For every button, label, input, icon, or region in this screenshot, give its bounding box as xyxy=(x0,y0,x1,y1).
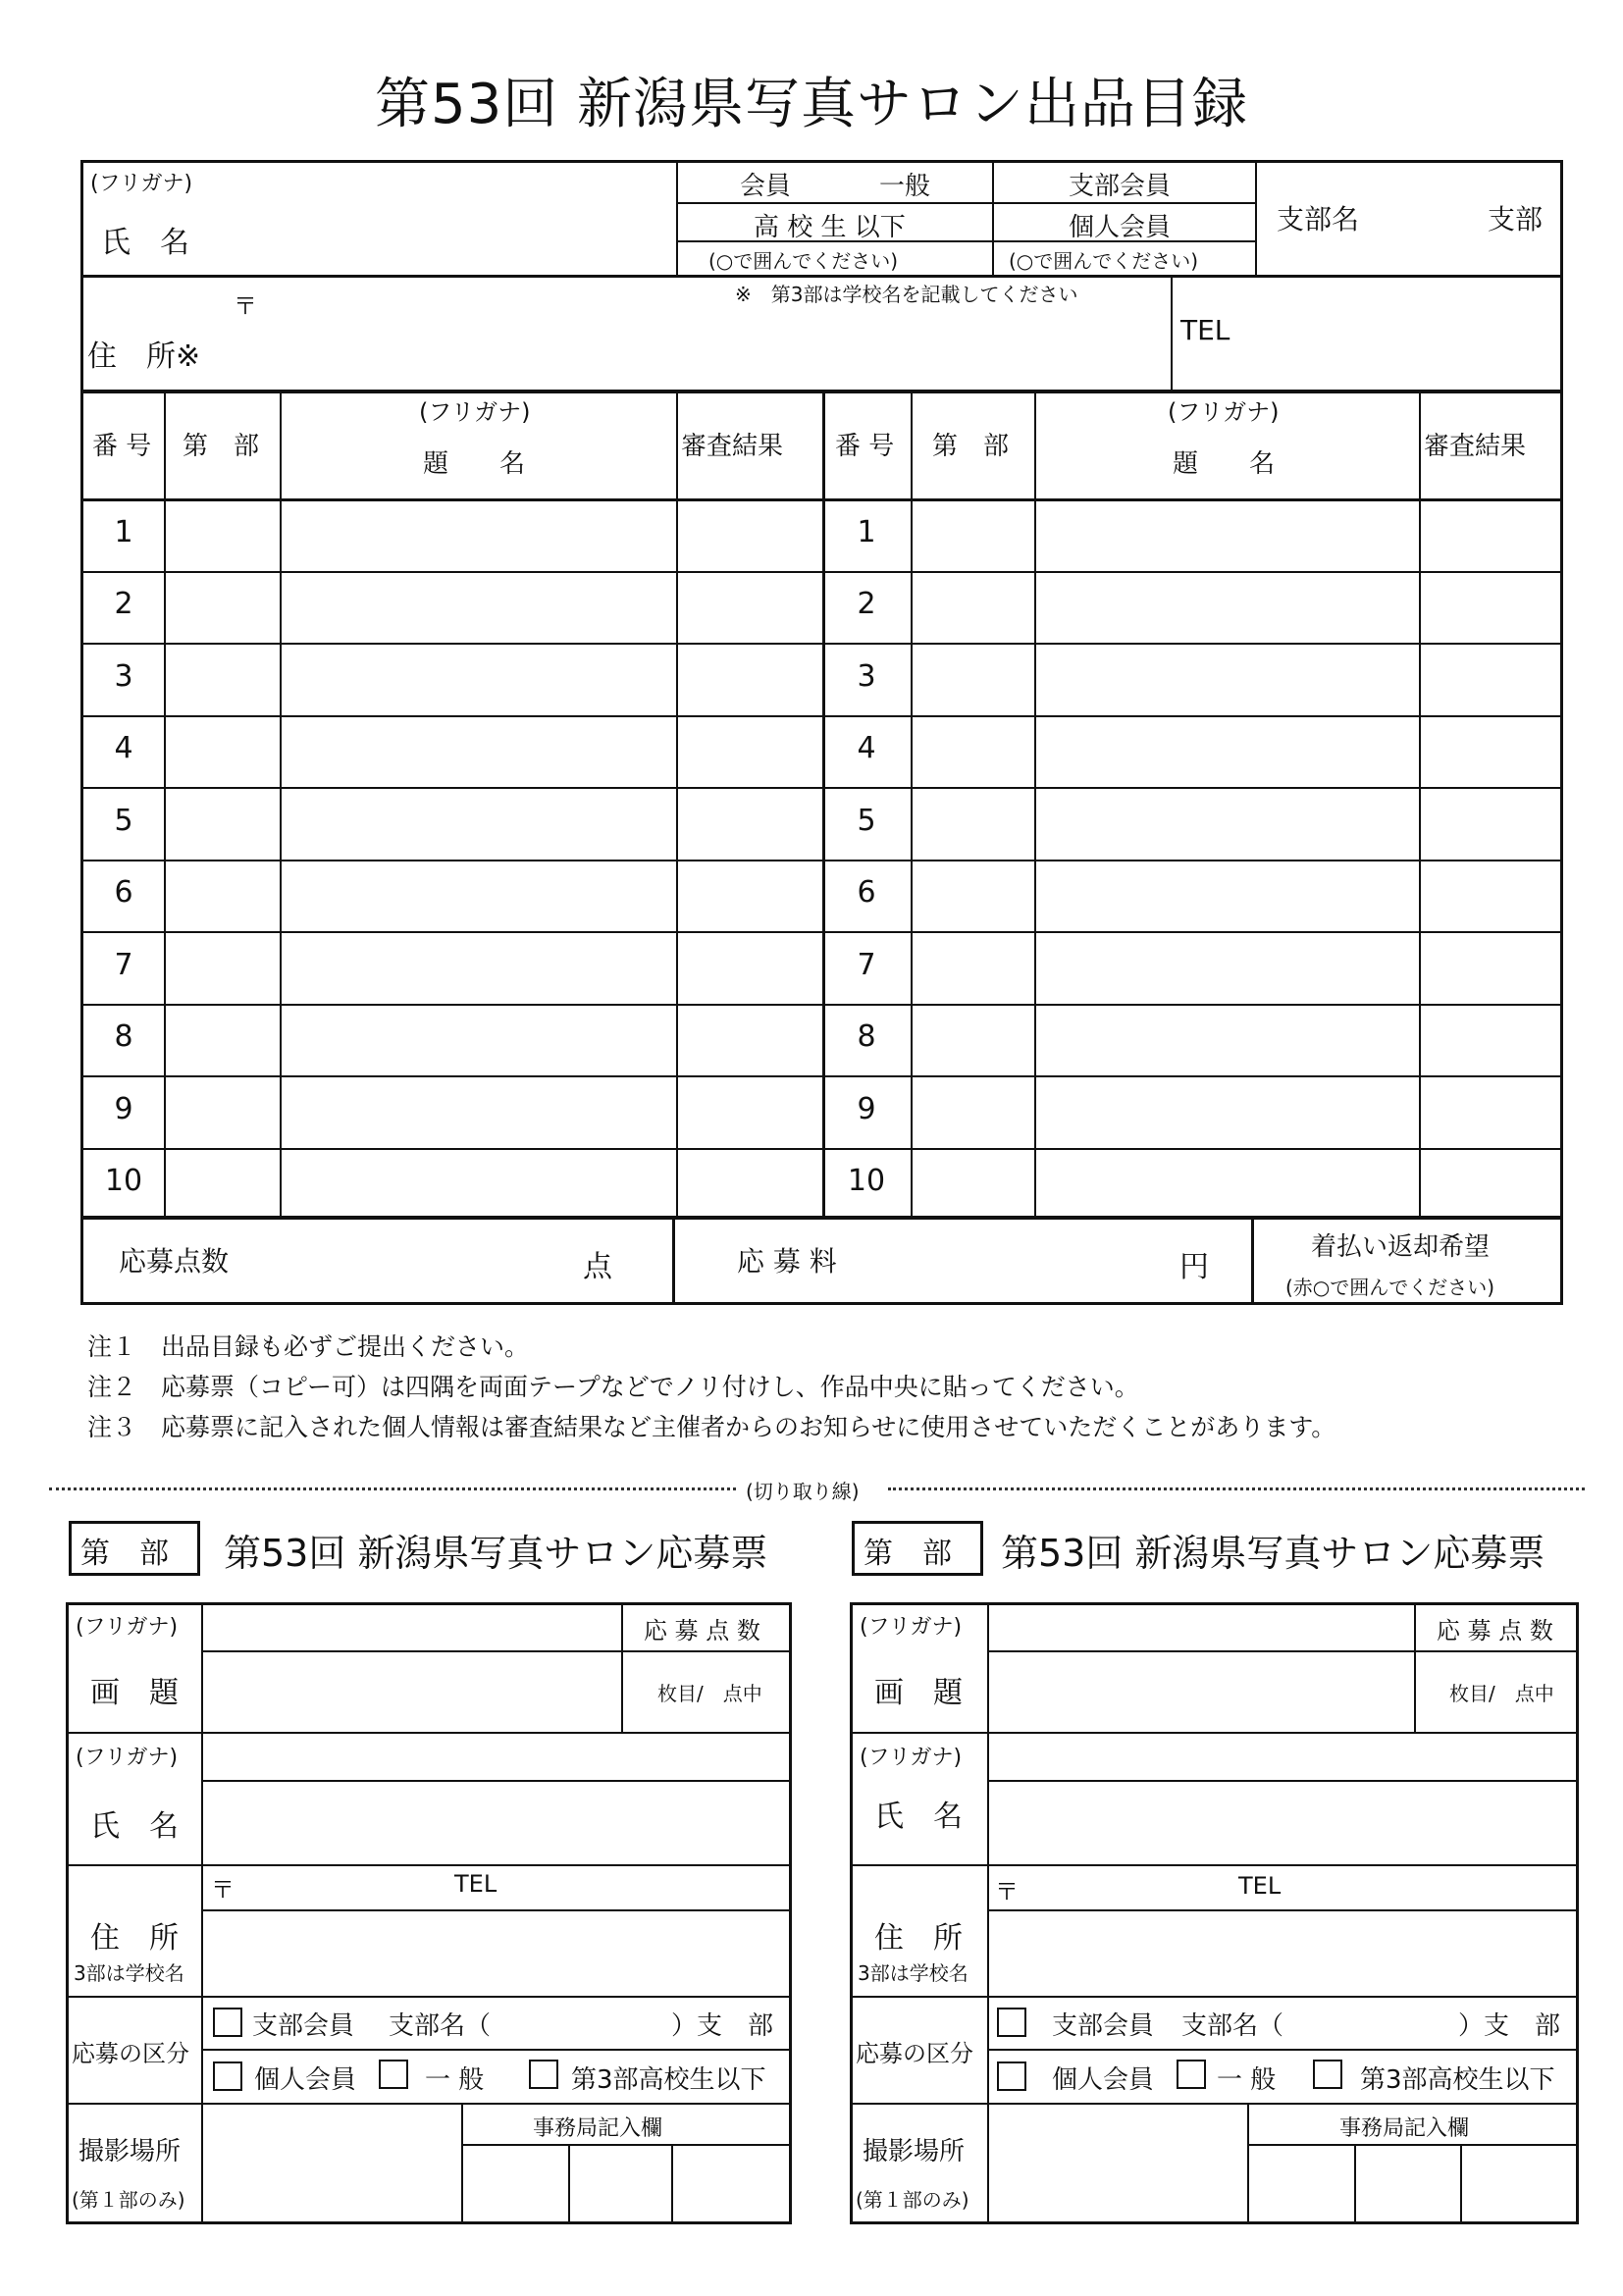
slip-location-note: (第１部のみ) xyxy=(72,2188,185,2212)
circle-note-2: (○で囲んでください) xyxy=(1009,249,1199,273)
circle-note-1: (○で囲んでください) xyxy=(708,249,899,273)
row-number-left: 10 xyxy=(104,1164,143,1198)
address-label: 住 所※ xyxy=(87,339,201,374)
slip-high-school-checkbox[interactable] xyxy=(529,2060,558,2089)
slip-postal-mark: 〒 xyxy=(995,1878,1019,1905)
slip-individual-checkbox[interactable] xyxy=(213,2061,242,2091)
col-result-right: 審査結果 xyxy=(1424,432,1527,461)
col-number-right: 番 号 xyxy=(835,432,895,461)
slip-entry-count-label: 応 募 点 数 xyxy=(1437,1617,1553,1644)
slip-branch-member-label: 支部会員 xyxy=(252,2011,355,2041)
slip-title: 第53回 新潟県写真サロン応募票 xyxy=(1001,1532,1545,1575)
high-school-label: 高 校 生 以下 xyxy=(754,213,906,242)
slip-entry-count-label: 応 募 点 数 xyxy=(644,1617,760,1644)
catalog-title: 第53回 新潟県写真サロン出品目録 xyxy=(374,73,1249,136)
slip-name-furigana: (フリガナ) xyxy=(76,1746,179,1770)
slip-location-label: 撮影場所 xyxy=(79,2137,182,2166)
row-number-left: 3 xyxy=(114,659,133,694)
row-number-right: 10 xyxy=(847,1164,886,1198)
slip-office-label: 事務局記入欄 xyxy=(533,2116,663,2141)
branch-name-label: 支部名 xyxy=(1277,203,1360,235)
slip-category-label: 応募の区分 xyxy=(72,2040,189,2067)
slip-address-sub: 3部は学校名 xyxy=(74,1961,184,1985)
slip-high-school-checkbox[interactable] xyxy=(1313,2060,1342,2089)
cut-line-left xyxy=(49,1487,736,1490)
school-note: ※ 第3部は学校名を記載してください xyxy=(735,283,1078,306)
points-unit: 点 xyxy=(583,1250,612,1284)
slip-individual-label: 個人会員 xyxy=(1052,2065,1155,2095)
tel-label: TEL xyxy=(1180,314,1230,346)
col-result-left: 審査結果 xyxy=(681,432,784,461)
row-number-right: 6 xyxy=(857,875,876,910)
slip-section-label: 第 部 xyxy=(864,1537,952,1571)
col-title-left: 題 名 xyxy=(423,449,526,479)
row-number-left: 8 xyxy=(114,1019,133,1054)
row-number-right: 1 xyxy=(857,515,876,549)
col-section-left: 第 部 xyxy=(183,432,260,461)
slip-office-label: 事務局記入欄 xyxy=(1339,2116,1470,2141)
slip-branch-name-label: 支部名（ xyxy=(1181,2011,1284,2041)
slip-postal-mark: 〒 xyxy=(211,1876,235,1904)
slip-general-checkbox[interactable] xyxy=(1177,2060,1206,2089)
total-entries-label: 応募点数 xyxy=(119,1245,230,1278)
name-label: 氏 名 xyxy=(101,226,189,260)
branch-member-label: 支部会員 xyxy=(1069,172,1172,201)
row-number-right: 4 xyxy=(857,731,876,765)
row-number-left: 1 xyxy=(114,515,133,549)
slip-name-label: 氏 名 xyxy=(874,1800,963,1834)
col-section-right: 第 部 xyxy=(932,432,1010,461)
slip-count-note: 枚目/ 点中 xyxy=(657,1682,762,1705)
col-furigana-right: (フリガナ) xyxy=(1168,398,1280,426)
note-3: 注３ 応募票に記入された個人情報は審査結果など主催者からのお知らせに使用させていただくことがあります。 xyxy=(87,1413,1336,1441)
row-number-left: 7 xyxy=(114,948,133,982)
row-number-right: 2 xyxy=(857,587,876,621)
slip-branch-member-checkbox[interactable] xyxy=(997,2008,1026,2037)
cut-line-right xyxy=(888,1487,1585,1490)
note-2: 注２ 応募票（コピー可）は四隅を両面テープなどでノリ付けし、作品中央に貼ってください。 xyxy=(87,1373,1139,1401)
row-number-right: 5 xyxy=(857,804,876,838)
member-label: 会員 xyxy=(740,172,792,201)
slip-address-sub: 3部は学校名 xyxy=(858,1961,969,1985)
slip-work-title-label: 画 題 xyxy=(90,1676,179,1710)
row-number-right: 8 xyxy=(857,1019,876,1054)
row-number-right: 3 xyxy=(857,659,876,694)
row-number-left: 6 xyxy=(114,875,133,910)
slip-address-label: 住 所 xyxy=(874,1921,963,1956)
slip-branch-member-checkbox[interactable] xyxy=(213,2008,242,2037)
postal-mark: 〒 xyxy=(234,292,257,320)
row-number-right: 7 xyxy=(857,948,876,982)
slip-general-label: 一 般 xyxy=(425,2065,485,2095)
col-number-left: 番 号 xyxy=(92,432,152,461)
slip-title-furigana: (フリガナ) xyxy=(860,1615,963,1640)
col-furigana-left: (フリガナ) xyxy=(419,398,531,426)
name-furigana-label: (フリガナ) xyxy=(90,172,193,196)
slip-name-furigana: (フリガナ) xyxy=(860,1746,963,1770)
row-number-left: 9 xyxy=(114,1092,133,1126)
return-label: 着払い返却希望 xyxy=(1311,1232,1491,1262)
slip-tel-label: TEL xyxy=(1238,1872,1282,1900)
slip-high-school-label: 第3部高校生以下 xyxy=(1360,2065,1555,2095)
slip-address-label: 住 所 xyxy=(90,1921,179,1956)
cut-line-label: (切り取り線) xyxy=(746,1480,860,1503)
slip-branch-name-label: 支部名（ xyxy=(389,2011,492,2041)
row-number-left: 2 xyxy=(114,587,133,621)
slip-title-furigana: (フリガナ) xyxy=(76,1615,179,1640)
slip-general-checkbox[interactable] xyxy=(379,2060,408,2089)
return-note: (赤○で囲んでください) xyxy=(1285,1276,1495,1299)
row-number-left: 5 xyxy=(114,804,133,838)
slip-count-note: 枚目/ 点中 xyxy=(1449,1682,1554,1705)
note-1: 注１ 出品目録も必ずご提出ください。 xyxy=(87,1332,530,1361)
slip-tel-label: TEL xyxy=(454,1870,497,1898)
slip-individual-checkbox[interactable] xyxy=(997,2061,1026,2091)
fee-label: 応 募 料 xyxy=(737,1245,837,1278)
slip-individual-label: 個人会員 xyxy=(254,2065,357,2095)
slip-general-label: 一 般 xyxy=(1217,2065,1277,2095)
yen-unit: 円 xyxy=(1179,1250,1209,1284)
slip-name-label: 氏 名 xyxy=(90,1809,179,1844)
col-title-right: 題 名 xyxy=(1173,449,1276,479)
slip-location-label: 撮影場所 xyxy=(863,2137,966,2166)
row-number-right: 9 xyxy=(857,1092,876,1126)
branch-suffix-label: 支部 xyxy=(1488,203,1544,235)
slip-high-school-label: 第3部高校生以下 xyxy=(571,2065,766,2095)
slip-branch-close-label: ）支 部 xyxy=(671,2011,774,2041)
slip-section-label: 第 部 xyxy=(80,1537,169,1571)
slip-title: 第53回 新潟県写真サロン応募票 xyxy=(224,1532,768,1575)
slip-category-label: 応募の区分 xyxy=(856,2040,973,2067)
slip-work-title-label: 画 題 xyxy=(874,1676,963,1710)
slip-branch-close-label: ）支 部 xyxy=(1458,2011,1561,2041)
slip-location-note: (第１部のみ) xyxy=(856,2188,969,2212)
slip-branch-member-label: 支部会員 xyxy=(1052,2011,1155,2041)
individual-member-label: 個人会員 xyxy=(1069,213,1172,242)
general-label: 一般 xyxy=(879,172,931,201)
row-number-left: 4 xyxy=(114,731,133,765)
